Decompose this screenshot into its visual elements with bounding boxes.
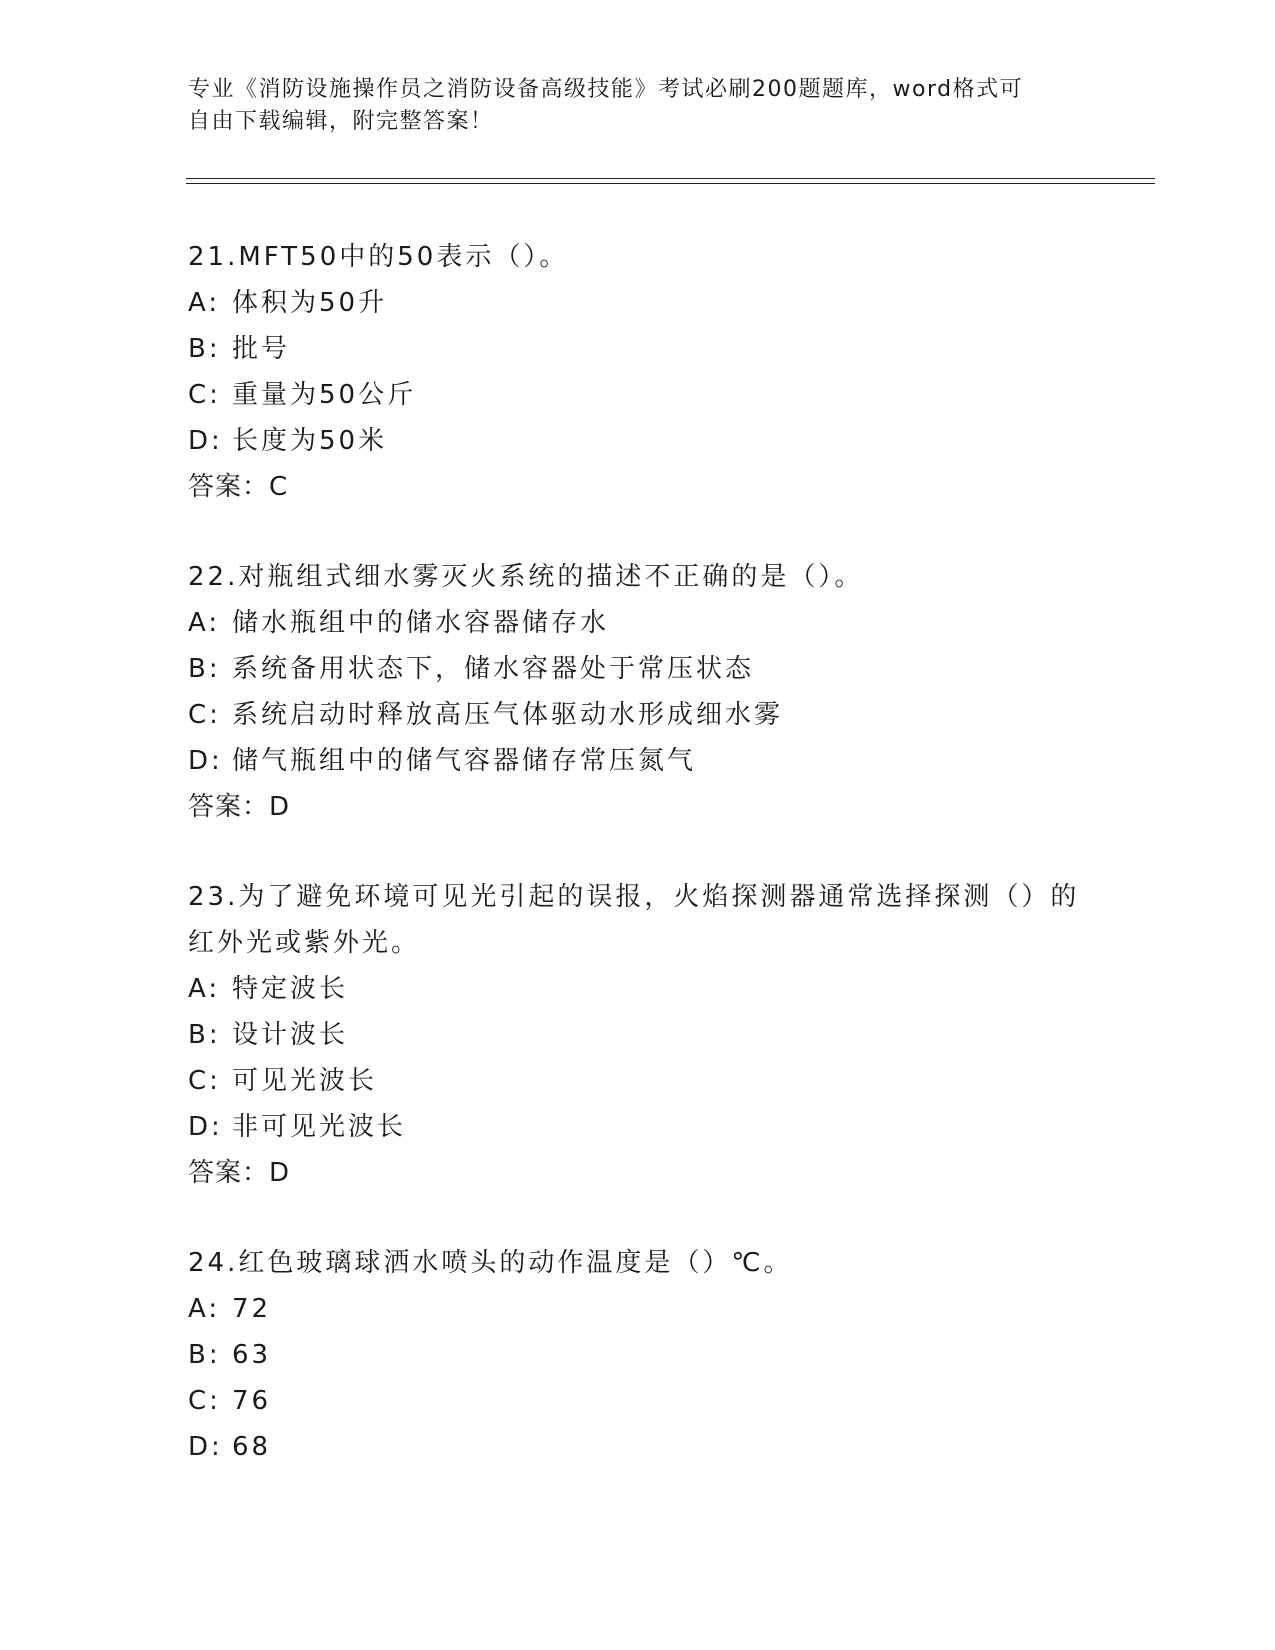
- option-d: [188, 418, 1088, 464]
- option-text: 储气瓶组中的储气容器储存常压氮气: [232, 746, 697, 776]
- question-stem: 22.对瓶组式细水雾灭火系统的描述不正确的是（）。: [188, 562, 864, 592]
- option-key: C:: [188, 380, 221, 410]
- option-b: [188, 1332, 1088, 1378]
- option-text: 63: [232, 1340, 272, 1370]
- option-text: 72: [232, 1294, 272, 1324]
- question-24: [188, 1240, 1088, 1470]
- answer-line: 答案：C: [188, 472, 289, 502]
- question-21: [188, 234, 1088, 510]
- option-text: 储水瓶组中的储水容器储存水: [232, 608, 610, 638]
- question-22: [188, 554, 1088, 830]
- option-text: 可见光波长: [232, 1066, 378, 1096]
- option-text: 系统备用状态下，储水容器处于常压状态: [232, 654, 755, 684]
- option-d: [188, 738, 1088, 784]
- option-b: [188, 1012, 1088, 1058]
- option-d: [188, 1424, 1088, 1470]
- option-c: [188, 1378, 1088, 1424]
- option-a: [188, 280, 1088, 326]
- option-text: 68: [232, 1432, 272, 1462]
- document-header: [188, 74, 1088, 138]
- option-key: B:: [188, 334, 221, 364]
- option-text: 设计波长: [232, 1020, 349, 1050]
- option-key: B:: [188, 1340, 221, 1370]
- option-c: [188, 1058, 1088, 1104]
- option-b: [188, 646, 1088, 692]
- answer-line: 答案：D: [188, 1158, 291, 1188]
- question-23: [188, 874, 1088, 1196]
- header-divider-top: [186, 178, 1155, 179]
- option-key: A:: [188, 288, 221, 318]
- option-key: C:: [188, 1386, 221, 1416]
- question-stem: 23.为了避免环境可见光引起的误报，火焰探测器通常选择探测（）的: [188, 882, 1080, 912]
- option-c: [188, 372, 1088, 418]
- option-text: 非可见光波长: [232, 1112, 407, 1142]
- option-text: 长度为50米: [232, 426, 388, 456]
- option-b: [188, 326, 1088, 372]
- option-text: 76: [232, 1386, 272, 1416]
- option-c: [188, 692, 1088, 738]
- option-a: [188, 600, 1088, 646]
- header-divider-bottom: [186, 183, 1155, 184]
- question-stem: 24.红色玻璃球洒水喷头的动作温度是（）℃。: [188, 1248, 793, 1278]
- option-key: D:: [188, 746, 223, 776]
- option-key: C:: [188, 1066, 221, 1096]
- option-key: A:: [188, 974, 221, 1004]
- option-text: 特定波长: [232, 974, 349, 1004]
- header-line-2: 自由下载编辑，附完整答案！: [188, 109, 494, 134]
- option-key: A:: [188, 608, 221, 638]
- option-key: B:: [188, 1020, 221, 1050]
- option-text: 体积为50升: [232, 288, 388, 318]
- answer-line: 答案：D: [188, 792, 291, 822]
- option-key: D:: [188, 1112, 223, 1142]
- header-line-1: 专业《消防设施操作员之消防设备高级技能》考试必刷200题题库，word格式可: [188, 77, 1024, 102]
- option-text: 重量为50公斤: [232, 380, 417, 410]
- option-d: [188, 1104, 1088, 1150]
- option-key: C:: [188, 700, 221, 730]
- question-stem: 21.MFT50中的50表示（）。: [188, 242, 569, 272]
- option-a: [188, 966, 1088, 1012]
- option-a: [188, 1286, 1088, 1332]
- option-text: 批号: [232, 334, 291, 364]
- option-key: A:: [188, 1294, 221, 1324]
- option-key: B:: [188, 654, 221, 684]
- option-key: D:: [188, 426, 223, 456]
- option-text: 系统启动时释放高压气体驱动水形成细水雾: [232, 700, 784, 730]
- option-key: D:: [188, 1432, 223, 1462]
- question-stem-continued: 红外光或紫外光。: [188, 928, 421, 958]
